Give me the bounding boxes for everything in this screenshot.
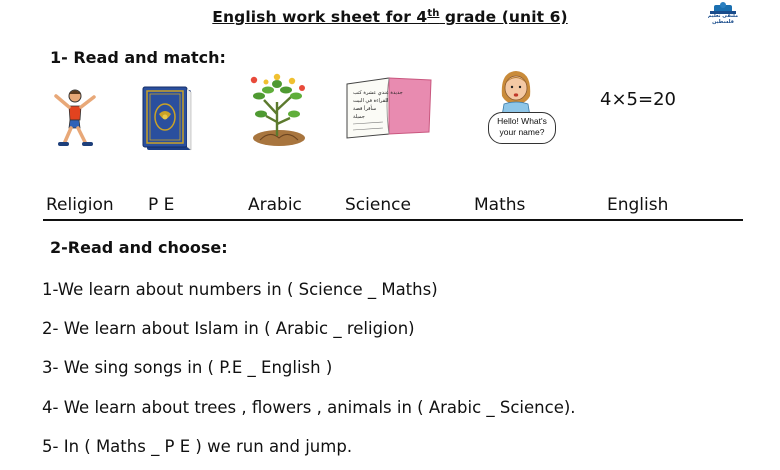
- site-logo: [700, 0, 746, 25]
- bubble-line-1: Hello! What's: [497, 116, 547, 126]
- arabic-book-picture: [345, 74, 435, 140]
- book-text-4: جميلة: [353, 114, 365, 120]
- question-5: 5- In ( Maths _ P E ) we run and jump.: [42, 437, 353, 456]
- speech-bubble-text: [489, 116, 555, 138]
- subject-maths: Maths: [474, 195, 526, 215]
- subject-english: English: [607, 195, 669, 215]
- subject-arabic: Arabic: [248, 195, 302, 215]
- section1-heading: 1- Read and match:: [50, 48, 226, 67]
- question-2: 2- We learn about Islam in ( Arabic _ religion): [42, 319, 415, 338]
- question-1: 1-We learn about numbers in ( Science _ Maths): [42, 280, 438, 299]
- title-suffix: grade (unit 6): [439, 8, 568, 26]
- subject-labels: [44, 195, 744, 219]
- title-sup: th: [427, 8, 440, 19]
- speech-bubble: [488, 112, 556, 144]
- running-boy-picture: [52, 86, 98, 150]
- logo-text: ملتقى تعليم فلسطين: [707, 13, 739, 25]
- subject-science: Science: [345, 195, 411, 215]
- title-prefix: English work sheet for 4: [212, 8, 428, 26]
- book-text-3: سأقرأ قصة: [353, 106, 377, 112]
- subject-pe: P E: [148, 195, 175, 215]
- question-4: 4- We learn about trees , flowers , animals in ( Arabic _ Science).: [42, 398, 576, 417]
- bubble-line-2: your name?: [499, 127, 545, 137]
- girl-speaking-picture: [486, 66, 558, 152]
- worksheet-title: [0, 8, 780, 26]
- subject-religion: Religion: [46, 195, 114, 215]
- book-text-2: للقراءة في البيت: [353, 98, 389, 104]
- quran-book-picture: [141, 84, 195, 154]
- question-3: 3- We sing songs in ( P.E _ English ): [42, 358, 333, 377]
- maths-formula: 4×5=20: [600, 89, 676, 110]
- section2-heading: 2-Read and choose:: [50, 238, 228, 257]
- tree-picture: [246, 72, 310, 148]
- divider-line: [43, 219, 743, 221]
- book-text-1: جديدة عندي عشرة كتب: [353, 90, 403, 96]
